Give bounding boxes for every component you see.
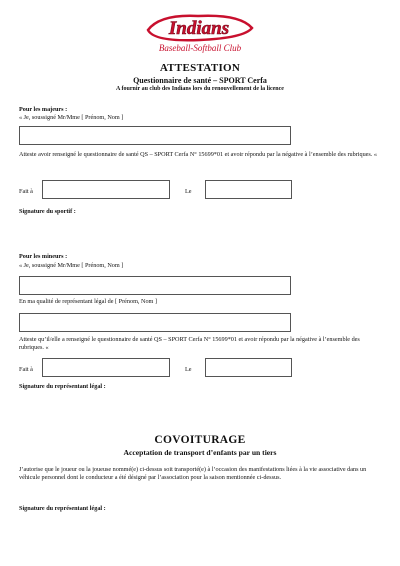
mineurs-heading: Pour les mineurs : <box>19 253 68 260</box>
mineurs-represented-input[interactable] <box>20 318 290 335</box>
mineurs-le-label: Le <box>185 366 192 373</box>
majeurs-fait-a-label: Fait à <box>19 188 33 195</box>
majeurs-date-field[interactable] <box>205 180 292 199</box>
majeurs-name-field[interactable] <box>19 126 291 145</box>
attestation-subtitle: Questionnaire de santé – SPORT Cerfa <box>133 76 267 85</box>
indians-logo-icon <box>140 10 258 56</box>
majeurs-fait-a-input[interactable] <box>43 185 169 202</box>
mineurs-fait-a-label: Fait à <box>19 366 33 373</box>
mineurs-qualite-text: En ma qualité de représentant légal de [ Prénom, Nom ] <box>19 298 157 305</box>
majeurs-le-label: Le <box>185 188 192 195</box>
logo-tagline: Baseball-Softball Club <box>158 43 242 53</box>
majeurs-signature-label: Signature du sportif : <box>19 208 76 215</box>
mineurs-date-input[interactable] <box>206 363 291 380</box>
attestation-note: A fournir au club des Indians lors du renouvellement de la licence <box>116 86 284 92</box>
mineurs-signature-label: Signature du représentant légal : <box>19 383 106 390</box>
attestation-title: ATTESTATION <box>159 62 241 74</box>
logo-name: Indians <box>168 18 230 39</box>
mineurs-name-input[interactable] <box>20 281 290 298</box>
majeurs-fait-a-field[interactable] <box>42 180 170 199</box>
mineurs-intro: « Je, soussigné Mr/Mme [ Prénom, Nom ] <box>19 262 124 269</box>
mineurs-fait-a-input[interactable] <box>43 363 169 380</box>
majeurs-atteste-text: Atteste avoir renseigné le questionnaire de santé QS – SPORT Cerfa N° 15699*01 et avoir répondu par la négative à l’ensemble des rubriques. « <box>19 151 378 158</box>
majeurs-name-input[interactable] <box>20 131 290 148</box>
covoiturage-signature-label: Signature du représentant légal : <box>19 505 106 512</box>
majeurs-date-input[interactable] <box>206 185 291 202</box>
mineurs-name-field[interactable] <box>19 276 291 295</box>
covoiturage-subtitle: Acceptation de transport d’enfants par un tiers <box>123 448 277 457</box>
mineurs-date-field[interactable] <box>205 358 292 377</box>
majeurs-heading: Pour les majeurs : <box>19 106 68 113</box>
majeurs-intro: « Je, soussigné Mr/Mme [ Prénom, Nom ] <box>19 114 124 121</box>
mineurs-atteste-text: Atteste qu’il/elle a renseigné le questionnaire de santé QS – SPORT Cerfa N° 15699*01 et avoir répondu par la négative à l’ensemble des rubriques. « <box>19 336 360 351</box>
covoiturage-text: J’autorise que le joueur ou la joueuse nommé(e) ci-dessus soit transporté(e) à l’occasion des manifestations liées à la vie associative dans un véhicule personnel dont le conducteur a été désigné par l’association pour la saison mentionnée ci-dessus. <box>19 466 367 481</box>
mineurs-fait-a-field[interactable] <box>42 358 170 377</box>
mineurs-represented-field[interactable] <box>19 313 291 332</box>
indians-logo <box>140 10 258 56</box>
covoiturage-title: COVOITURAGE <box>154 434 246 446</box>
